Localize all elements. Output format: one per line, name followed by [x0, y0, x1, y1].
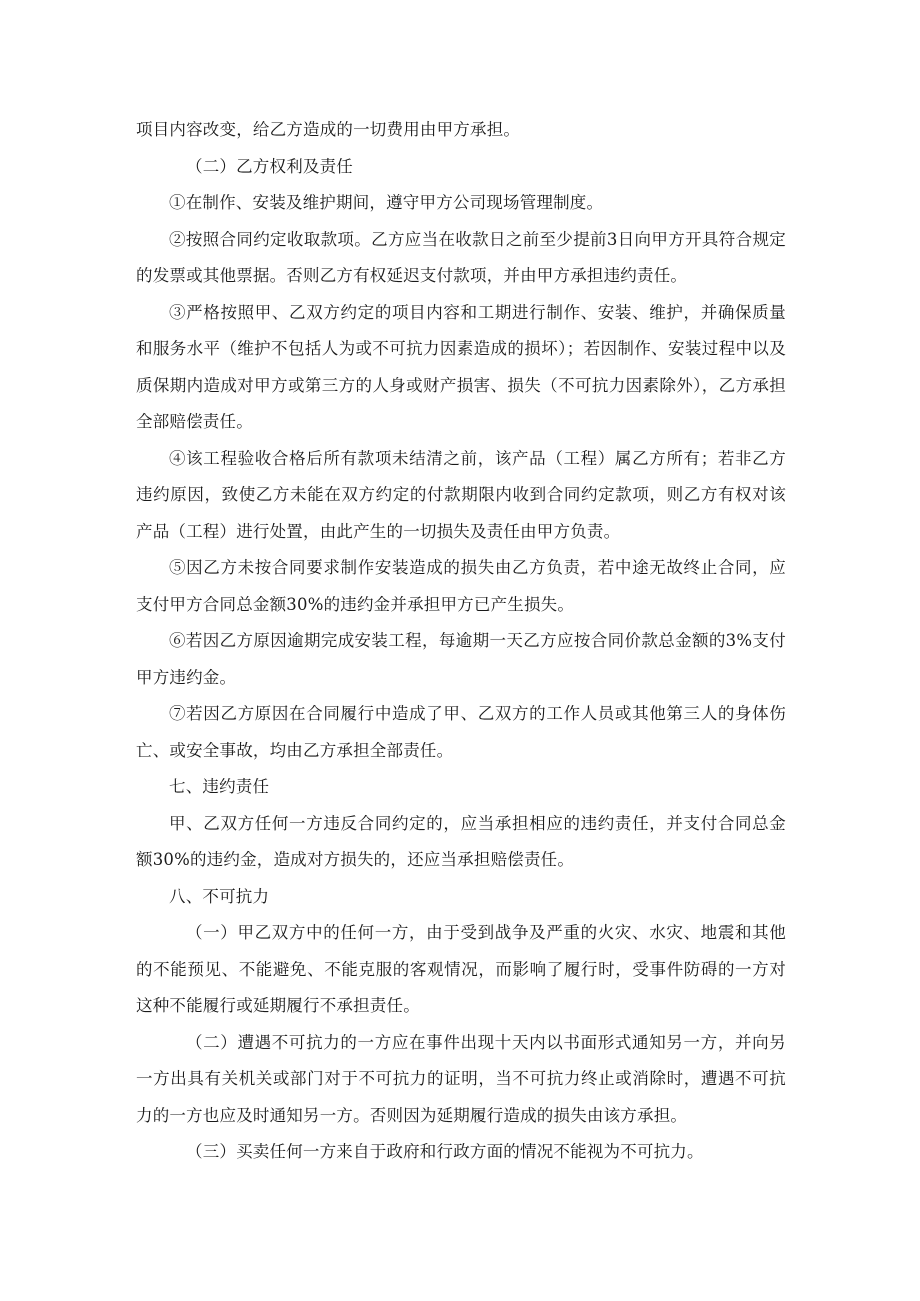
breach-liability-text: 甲、乙双方任何一方违反合同约定的，应当承担相应的违约责任，并支付合同总金额30%的违约金，造成对方损失的，还应当承担赔偿责任。 — [136, 813, 786, 869]
paragraph-continuation: 项目内容改变，给乙方造成的一切费用由甲方承担。 — [136, 120, 521, 139]
force-majeure-clause-2: （二）遭遇不可抗力的一方应在事件出现十天内以书面形式通知另一方，并向另一方出具有关机关或部门对于不可抗力的证明，当不可抗力终止或消除时，遭遇不可抗力的一方也应及时通知另一方。否则因为延期履行造成的损失由该方承担。 — [136, 1032, 786, 1125]
clause-item-6: ⑥若因乙方原因逾期完成安装工程，每逾期一天乙方应按合同价款总金额的3%支付甲方违约金。 — [136, 631, 786, 687]
clause-item-2: ②按照合同约定收取款项。乙方应当在收款日之前至少提前3日向甲方开具符合规定的发票或其他票据。否则乙方有权延迟支付款项，并由甲方承担违约责任。 — [136, 229, 786, 285]
clause-item-7: ⑦若因乙方原因在合同履行中造成了甲、乙双方的工作人员或其他第三人的身体伤亡、或安全事故，均由乙方承担全部责任。 — [136, 704, 786, 760]
document-body — [136, 112, 786, 1171]
section-heading-force-majeure: 八、不可抗力 — [169, 886, 270, 906]
force-majeure-clause-3: （三）买卖任何一方来自于政府和行政方面的情况不能视为不可抗力。 — [186, 1142, 704, 1161]
clause-item-5: ⑤因乙方未按合同要求制作安装造成的损失由乙方负责，若中途无故终止合同，应支付甲方合同总金额30%的违约金并承担甲方已产生损失。 — [136, 558, 786, 614]
force-majeure-clause-1: （一）甲乙双方中的任何一方，由于受到战争及严重的火灾、水灾、地震和其他的不能预见、不能避免、不能克服的客观情况，而影响了履行时，受事件防碍的一方对这种不能履行或延期履行不承担责任。 — [136, 923, 786, 1015]
clause-item-4: ④该工程验收合格后所有款项未结清之前，该产品（工程）属乙方所有；若非乙方违约原因，致使乙方未能在双方约定的付款期限内收到合同约定款项，则乙方有权对该产品（工程）进行处置，由此产生的一切损失及责任由甲方负责。 — [136, 448, 786, 541]
section-heading-breach-liability: 七、违约责任 — [169, 777, 270, 796]
section-heading-party-b-rights: （二）乙方权利及责任 — [186, 156, 353, 176]
clause-item-1: ①在制作、安装及维护期间，遵守甲方公司现场管理制度。 — [169, 193, 604, 212]
clause-item-3: ③严格按照甲、乙双方约定的项目内容和工期进行制作、安装、维护，并确保质量和服务水平（维护不包括人为或不可抗力因素造成的损坏）；若因制作、安装过程中以及质保期内造成对甲方或第三方的人身或财产损害、损失（不可抗力因素除外），乙方承担全部赔偿责任。 — [136, 302, 786, 431]
